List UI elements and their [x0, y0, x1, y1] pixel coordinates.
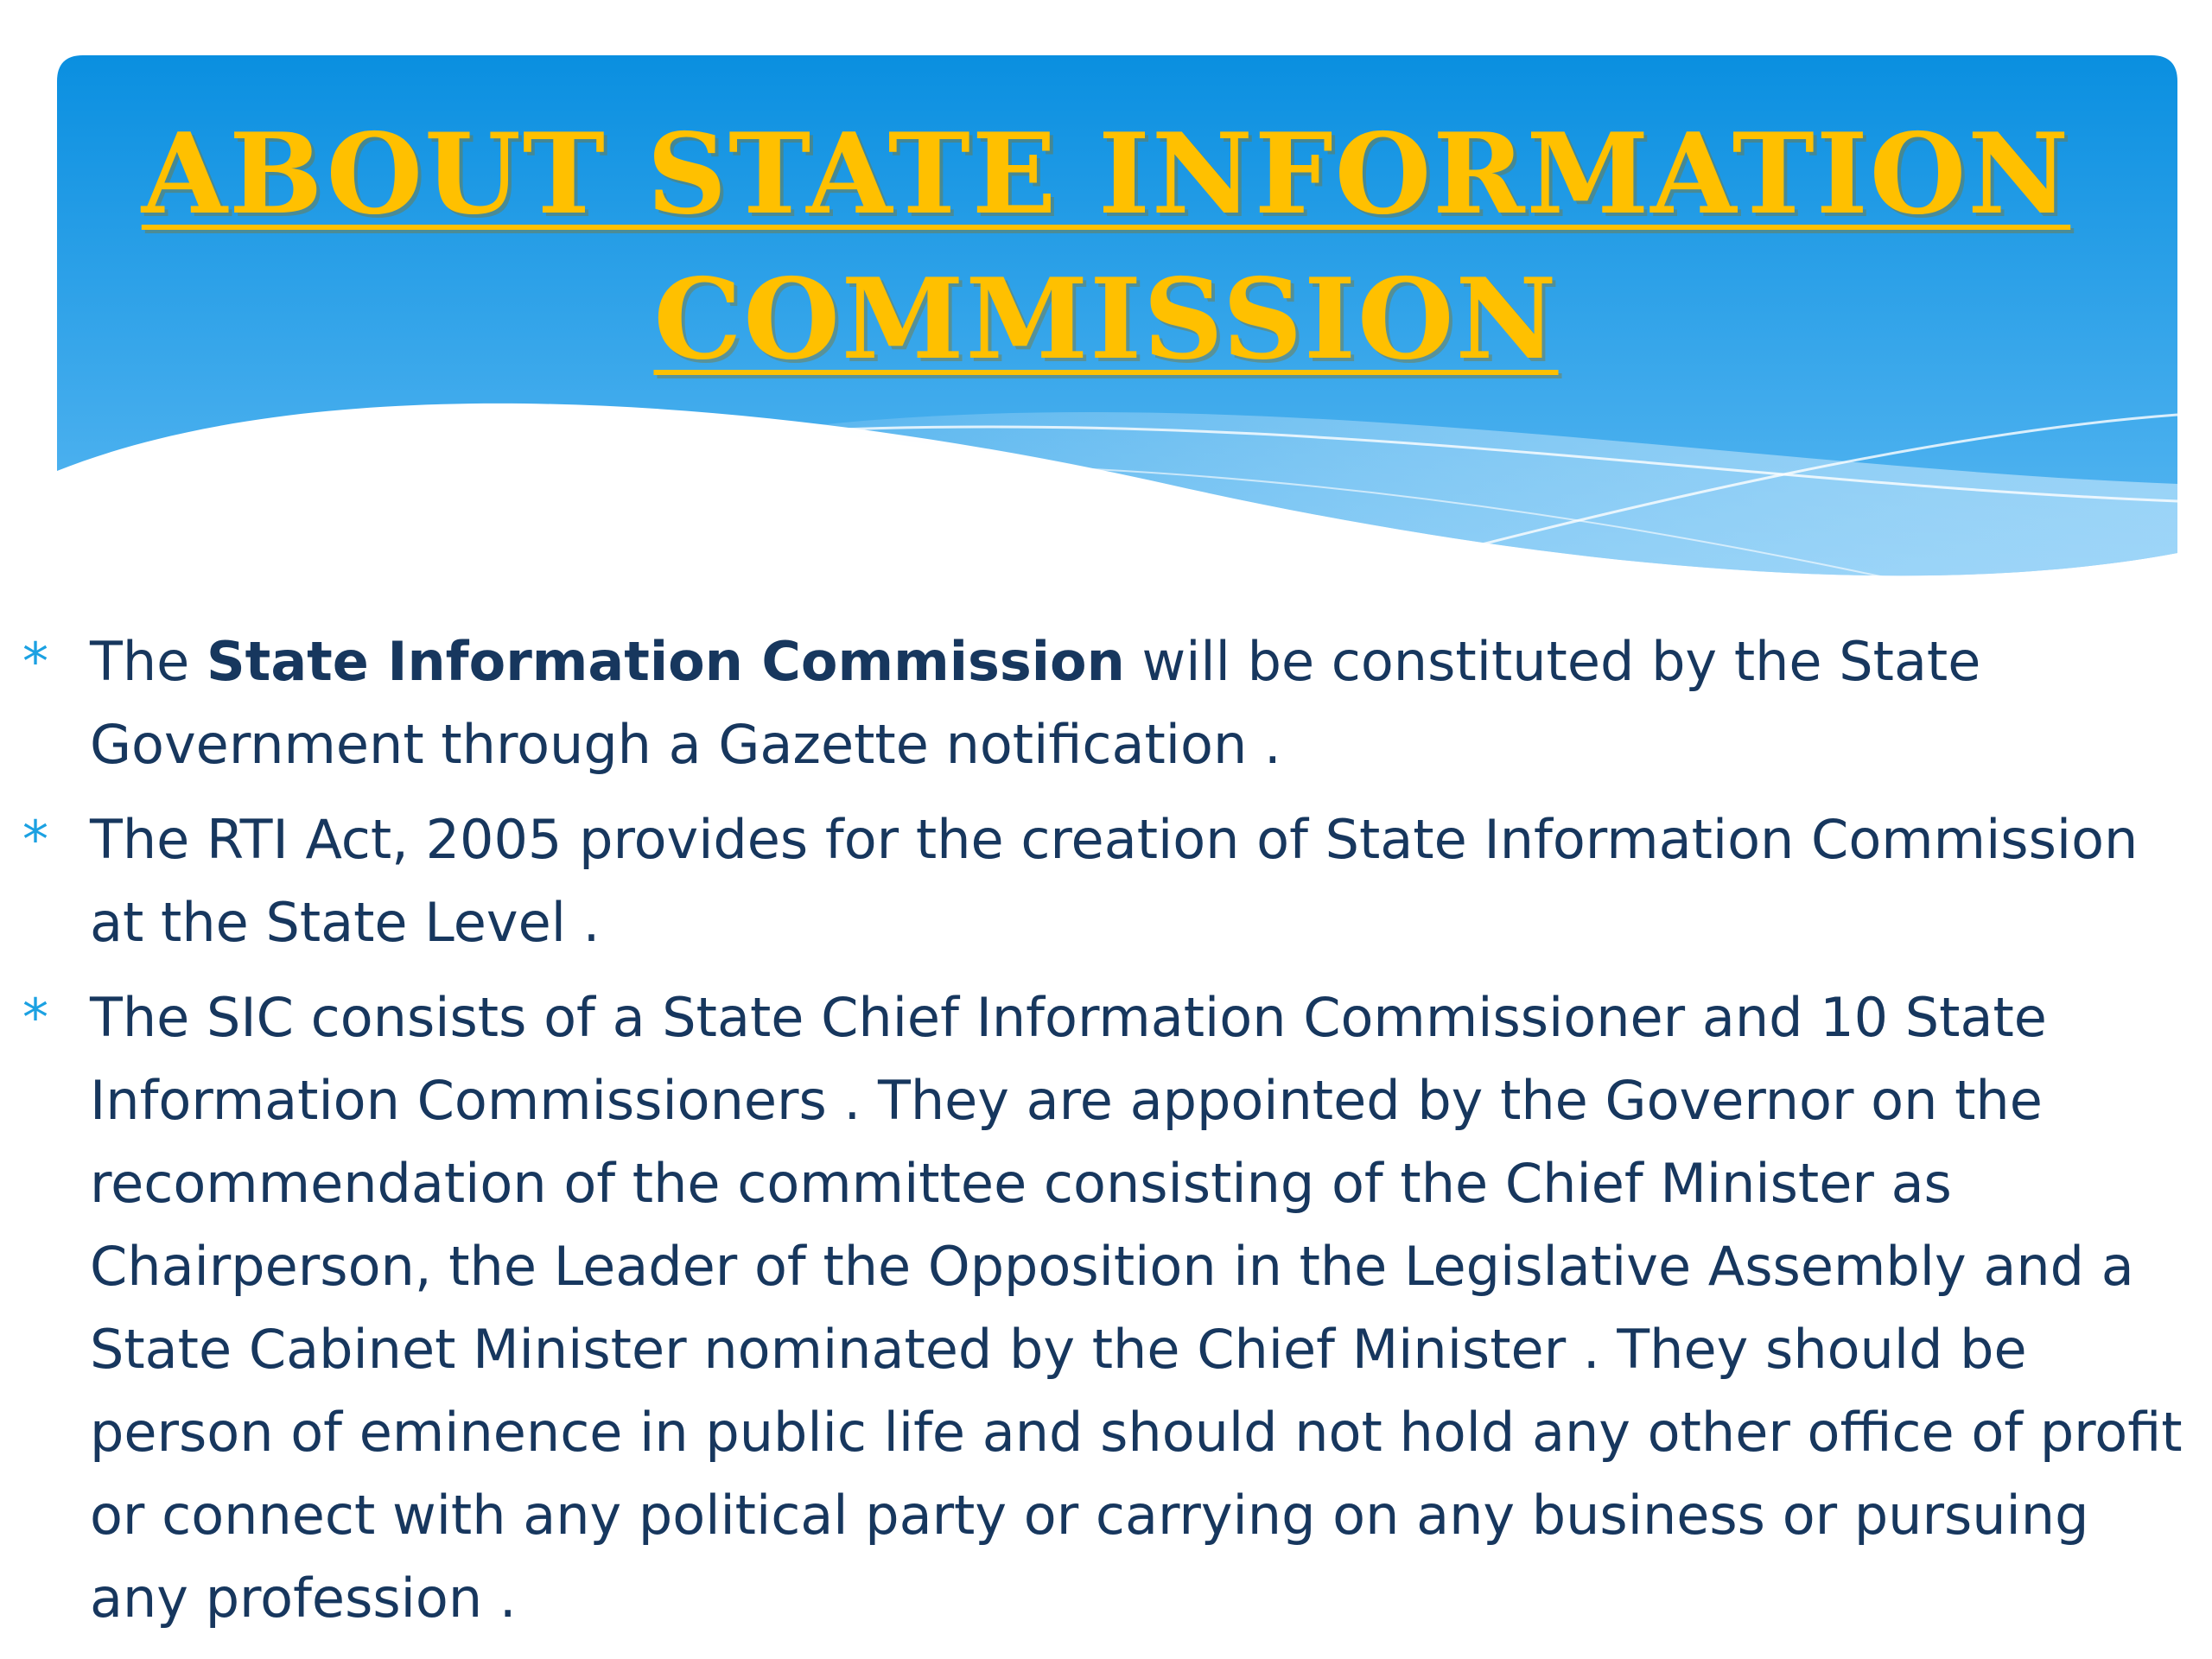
bullet-1-text-after: will be constituted by the State Government through a Gazette notification .: [90, 630, 1981, 776]
bullet-list: [0, 620, 2212, 1652]
bullet-item-3: [0, 976, 2212, 1640]
bullet-1-text-bold: State Information Commission: [207, 630, 1125, 693]
bullet-1-text-before: The: [90, 630, 207, 693]
title-line-2: COMMISSION: [653, 255, 1559, 385]
asterisk-bullet-icon: *: [22, 632, 48, 692]
title-line-1: ABOUT STATE INFORMATION: [141, 110, 2071, 239]
bullet-2-text: The RTI Act, 2005 provides for the creation of State Information Commission at the State Level .: [90, 808, 2139, 954]
asterisk-bullet-icon: *: [22, 988, 48, 1048]
bullet-item-1: [0, 620, 2212, 786]
bullet-item-2: [0, 798, 2212, 964]
slide-title: [0, 102, 2212, 392]
asterisk-bullet-icon: *: [22, 810, 48, 870]
bullet-3-text: The SIC consists of a State Chief Information Commissioner and 10 State Information Commissioners . They are appointed by the Governor on the recommendation of the committee consisting of the Chief Minister as Chairperson, the Leader of the Opposition in the Legislative Assembly and a State Cabinet Minister nominated by the Chief Minister . They should be person of eminence in public life and should not hold any other office of profit or connect with any political party or carrying on any business or pursuing any profession .: [90, 986, 2183, 1630]
